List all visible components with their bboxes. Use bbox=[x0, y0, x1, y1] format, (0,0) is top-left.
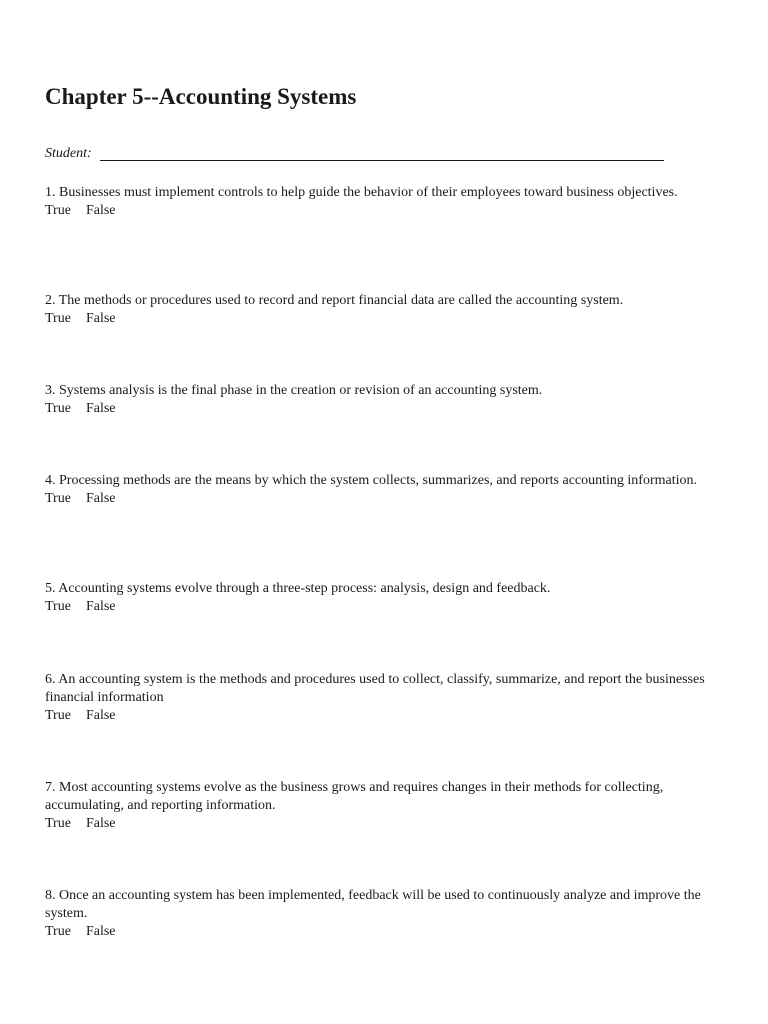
option-false: False bbox=[85, 924, 116, 939]
question-text: 4. Processing methods are the means by which the system collects, summarizes, and reports accounting information. bbox=[45, 473, 698, 488]
option-false: False bbox=[85, 708, 116, 723]
question-5 bbox=[45, 580, 725, 616]
question-text: 5. Accounting systems evolve through a three-step process: analysis, design and feedback. bbox=[45, 581, 551, 596]
student-field bbox=[45, 145, 665, 163]
option-true: True bbox=[45, 203, 71, 218]
answer-options bbox=[45, 923, 725, 941]
question-text: 8. Once an accounting system has been implemented, feedback will be used to continuously analyze and improve the system. bbox=[45, 888, 701, 921]
option-false: False bbox=[85, 203, 116, 218]
answer-options bbox=[45, 598, 725, 616]
option-true: True bbox=[45, 816, 71, 831]
option-false: False bbox=[85, 599, 116, 614]
option-true: True bbox=[45, 599, 71, 614]
option-false: False bbox=[85, 491, 116, 506]
question-3 bbox=[45, 382, 725, 418]
answer-options bbox=[45, 490, 725, 508]
answer-options bbox=[45, 707, 725, 725]
question-8 bbox=[45, 887, 725, 941]
question-2 bbox=[45, 292, 725, 328]
question-1 bbox=[45, 184, 725, 220]
answer-options bbox=[45, 400, 725, 418]
student-label: Student: bbox=[45, 146, 92, 161]
option-true: True bbox=[45, 491, 71, 506]
question-7 bbox=[45, 779, 725, 833]
page-title: Chapter 5--Accounting Systems bbox=[45, 84, 357, 109]
question-text: 3. Systems analysis is the final phase in the creation or revision of an accounting system. bbox=[45, 383, 543, 398]
question-text: 6. An accounting system is the methods and procedures used to collect, classify, summarize, and report the businesses financial information bbox=[45, 672, 705, 705]
option-false: False bbox=[85, 816, 116, 831]
question-text: 7. Most accounting systems evolve as the business grows and requires changes in their methods for collecting, accumulating, and reporting information. bbox=[45, 780, 664, 813]
option-true: True bbox=[45, 311, 71, 326]
question-text: 1. Businesses must implement controls to help guide the behavior of their employees toward business objectives. bbox=[45, 185, 678, 200]
answer-options bbox=[45, 815, 725, 833]
option-true: True bbox=[45, 924, 71, 939]
option-true: True bbox=[45, 401, 71, 416]
question-text: 2. The methods or procedures used to record and report financial data are called the accounting system. bbox=[45, 293, 624, 308]
question-6 bbox=[45, 671, 725, 725]
question-4 bbox=[45, 472, 725, 508]
student-name-line bbox=[100, 160, 664, 161]
answer-options bbox=[45, 310, 725, 328]
option-false: False bbox=[85, 311, 116, 326]
answer-options bbox=[45, 202, 725, 220]
option-false: False bbox=[85, 401, 116, 416]
option-true: True bbox=[45, 708, 71, 723]
